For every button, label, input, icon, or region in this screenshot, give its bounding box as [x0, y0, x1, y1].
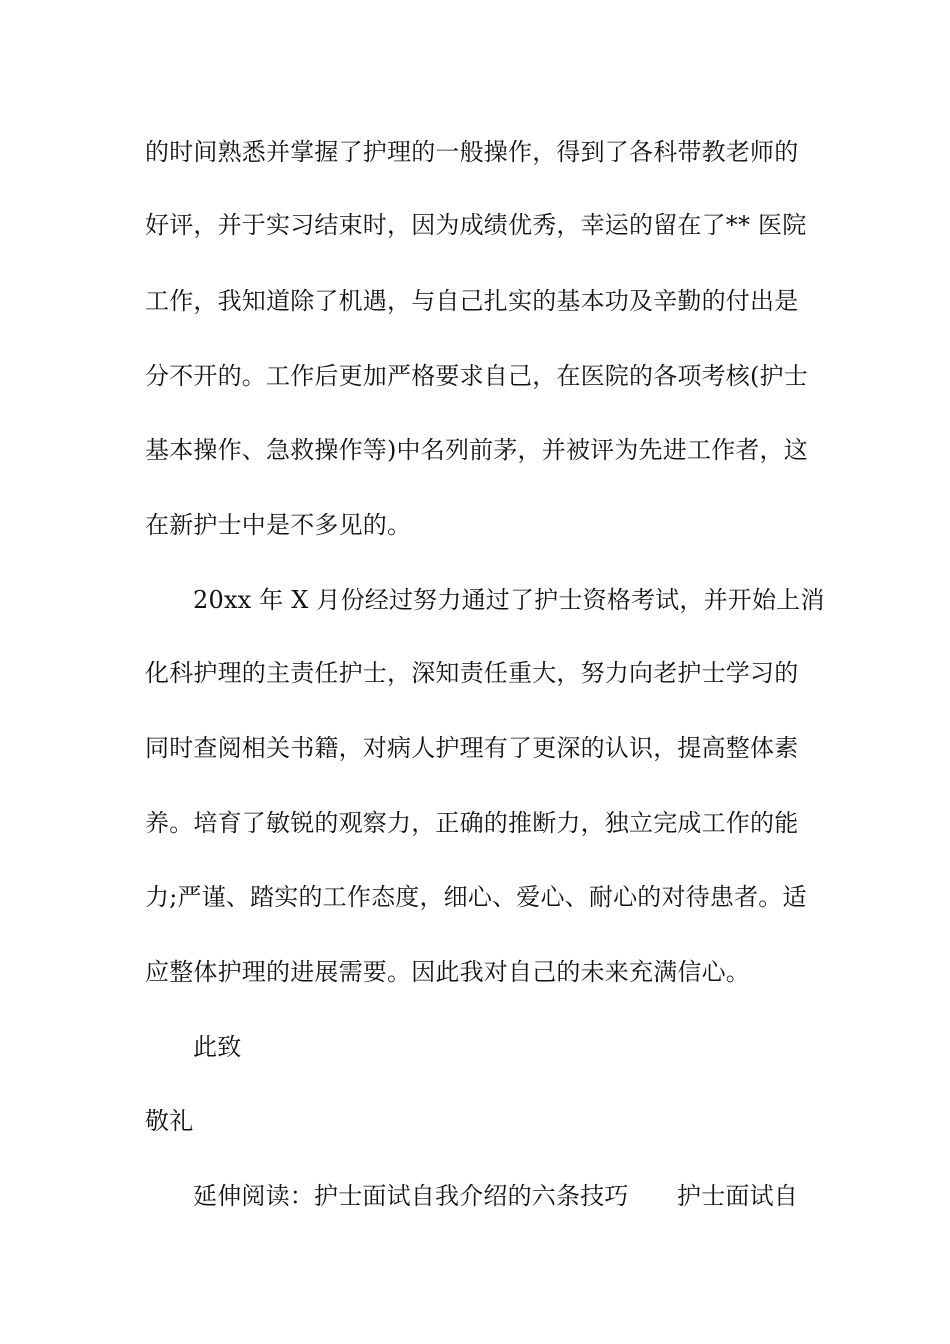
text-line-5: 基本操作、急救操作等)中名列前茅，并被评为先进工作者，这 [145, 436, 808, 464]
extended-reading-line: 延伸阅读：护士面试自我介绍的六条技巧 护士面试自 [193, 1182, 798, 1210]
closing-regards: 敬礼 [145, 1107, 194, 1135]
text-line-8: 化科护理的主责任护士，深知责任重大，努力向老护士学习的 [145, 659, 799, 687]
text-line-6: 在新护士中是不多见的。 [145, 511, 412, 539]
text-line-3: 工作，我知道除了机遇，与自己扎实的基本功及辛勤的付出是 [145, 287, 799, 315]
text-line-1: 的时间熟悉并掌握了护理的一般操作，得到了各科带教老师的 [145, 138, 799, 166]
text-line-7: 20xx 年 X 月份经过努力通过了护士资格考试，并开始上消 [193, 586, 825, 614]
text-line-11: 力;严谨、踏实的工作态度，细心、爱心、耐心的对待患者。适 [145, 883, 807, 911]
text-line-2: 好评，并于实习结束时，因为成绩优秀，幸运的留在了** 医院 [145, 211, 807, 239]
closing-salutation: 此致 [193, 1033, 242, 1061]
text-line-4: 分不开的。工作后更加严格要求自己，在医院的各项考核(护士 [145, 362, 808, 390]
text-line-10: 养。培育了敏锐的观察力，正确的推断力，独立完成工作的能 [145, 809, 799, 837]
text-line-12: 应整体护理的进展需要。因此我对自己的未来充满信心。 [145, 958, 750, 986]
text-line-9: 同时查阅相关书籍，对病人护理有了更深的认识，提高整体素 [145, 734, 799, 762]
